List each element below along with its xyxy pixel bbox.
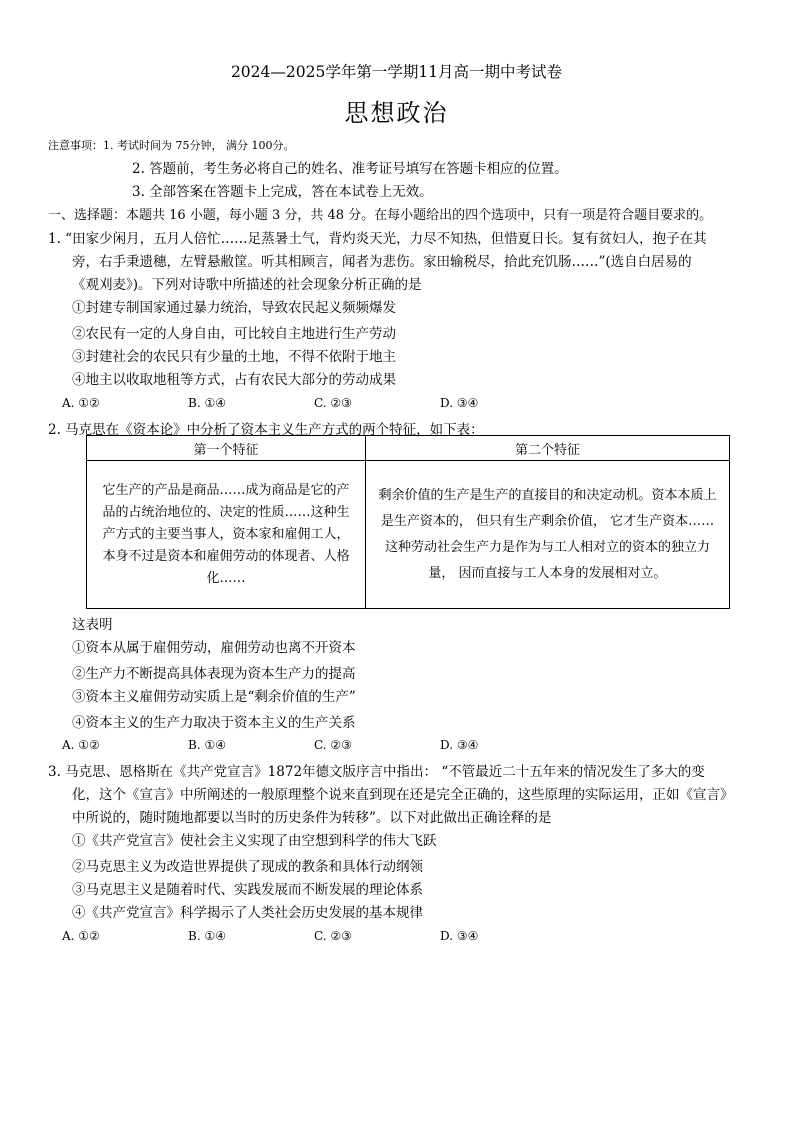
q3-stem-line-1: 3. 马克思、恩格斯在《共产党宣言》1872年德文版序言中指出： “不管最近二十五年来的情况发生了多大的变 [48,764,705,780]
q3-statement-1: ①《共产党宣言》使社会主义实现了由空想到科学的伟大飞跃 [72,833,437,849]
note-3: 3. 全部答案在答题卡上完成，答在本试卷上无效。 [132,184,433,200]
q2-option-c: C. ②③ [314,738,352,752]
q1-stem-line-1: 1. “田家少闲月，五月人倍忙……足蒸暑土气，背灼炎天光，力尽不知热，但惜夏日长。复有贫妇人，抱子在其 [48,231,707,247]
q1-statement-4: ④地主以收取地租等方式，占有农民大部分的劳动成果 [72,372,396,388]
q1-statement-1: ①封建专制国家通过暴力统治，导致农民起义频频爆发 [72,300,396,316]
cell-2-line-4: 量， 因而直接与工人本身的发展相对立。 [428,565,667,581]
q2-statement-2: ②生产力不断提高具体表现为资本生产力的提高 [72,666,356,682]
q1-stem-line-3: 《观刈麦》)。下列对诗歌中所描述的社会现象分析正确的是 [72,277,422,293]
q1-option-a: A. ①② [62,396,100,410]
q3-stem-line-3: 中所说的，随时随地都要以当时的历史条件为转移”。以下对此做出正确诠释的是 [72,810,552,826]
q2-statement-1: ①资本从属于雇佣劳动，雇佣劳动也离不开资本 [72,640,356,656]
exam-title: 2024—2025学年第一学期11月高一期中考试卷 [230,63,563,81]
q1-option-d: D. ③④ [440,396,479,410]
q2-stem: 2. 马克思在《资本论》中分析了资本主义生产方式的两个特征，如下表： [48,422,484,438]
q3-option-c: C. ②③ [314,929,352,943]
q1-option-c: C. ②③ [314,396,352,410]
features-table [86,435,730,609]
cell-2-line-2: 是生产资本的， 但只有生产剩余价值， 它才生产资本…… [380,513,715,529]
q1-stem-line-2: 旁，右手秉遗穗，左臂悬敝筐。听其相顾言，闻者为悲伤。家田输税尽，拾此充饥肠……”(选自白居易的 [72,254,692,270]
table-cell-first-feature [87,461,366,609]
cell-1-line-2: 品的占统治地位的、决定的性质……这种生 [102,504,350,520]
q3-statement-2: ②马克思主义为改造世界提供了现成的教条和具体行动纲领 [72,859,423,875]
cell-1-line-3: 产方式的主要当事人，资本家和雇佣工人， [102,526,350,542]
q1-option-b: B. ①④ [188,396,226,410]
q2-statement-4: ④资本主义的生产力取决于资本主义的生产关系 [72,715,356,731]
note-1: 注意事项：1. 考试时间为 75分钟， 满分 100分。 [48,139,295,152]
q2-option-d: D. ③④ [440,738,479,752]
table-header-row [87,436,730,461]
q1-statement-3: ③封建社会的农民只有少量的土地，不得不依附于地主 [72,349,396,365]
table-cell-second-feature [366,461,730,609]
q1-statement-2: ②农民有一定的人身自由，可比较自主地进行生产劳动 [72,326,396,342]
q3-option-d: D. ③④ [440,929,479,943]
q2-lead: 这表明 [72,617,113,633]
cell-2-line-1: 剩余价值的生产是生产的直接目的和决定动机。资本本质上 [378,487,717,503]
cell-2-line-3: 这种劳动社会生产力是作为与工人相对立的资本的独立力 [384,539,710,555]
q3-statement-4: ④《共产党宣言》科学揭示了人类社会历史发展的基本规律 [72,905,423,921]
q3-option-a: A. ①② [62,929,100,943]
table-row [87,461,730,609]
cell-1-line-5: 化…… [206,570,246,586]
q3-option-b: B. ①④ [188,929,226,943]
cell-1-line-4: 本身不过是资本和雇佣劳动的体现者、人格 [102,548,350,564]
q2-statement-3: ③资本主义雇佣劳动实质上是“剩余价值的生产” [72,689,356,705]
cell-1-line-1: 它生产的产品是商品……成为商品是它的产 [102,482,350,498]
subject-title: 思想政治 [344,99,449,127]
q3-statement-3: ③马克思主义是随着时代、实践发展而不断发展的理论体系 [72,882,423,898]
q2-option-a: A. ①② [62,738,100,752]
table-header-second-feature: 第二个特征 [366,436,730,461]
note-2: 2. 答题前，考生务必将自己的姓名、准考证号填写在答题卡相应的位置。 [132,161,568,177]
q3-stem-line-2: 化，这个《宣言》中所阐述的一般原理整个说来直到现在还是完全正确的，这些原理的实际运用，正如《宣言》 [72,787,734,803]
section-heading: 一、选择题：本题共 16 小题，每小题 3 分，共 48 分。在每小题给出的四个选项中，只有一项是符合题目要求的。 [48,208,713,223]
table-header-first-feature: 第一个特征 [87,436,366,461]
q2-option-b: B. ①④ [188,738,226,752]
